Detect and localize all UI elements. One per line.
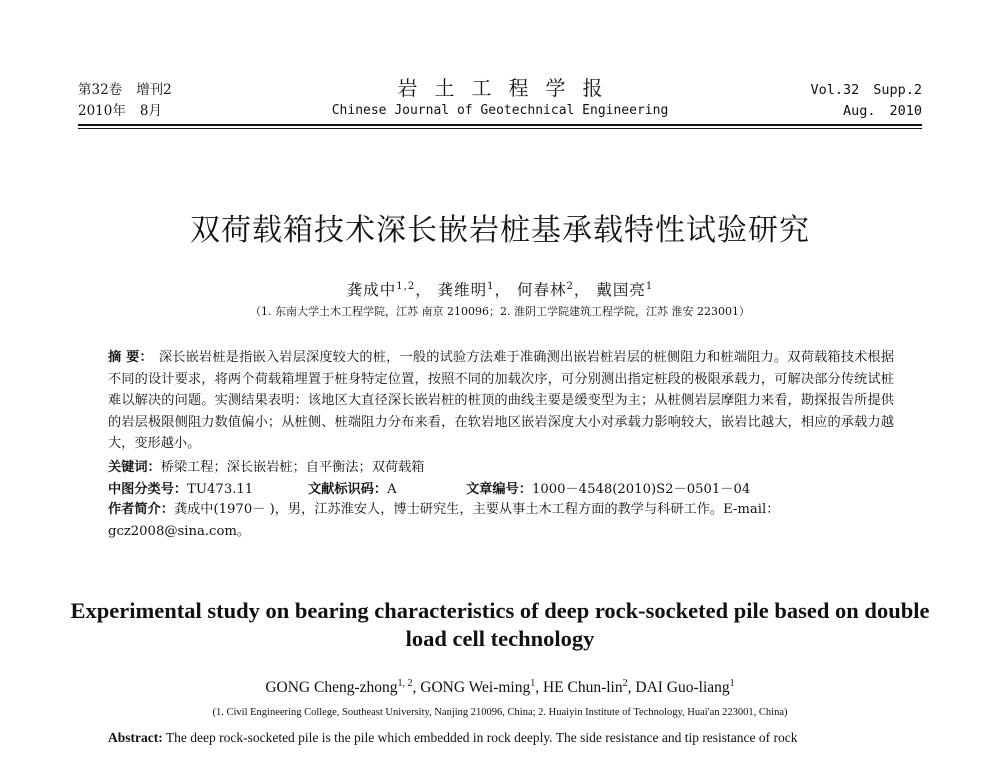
title-en: Experimental study on bearing characteristics of deep rock-socketed pile based on double load cell technology [70,598,930,651]
volume-cn: 第32卷 [78,82,123,98]
abstract-en-label: Abstract: [108,730,163,745]
supplement-en: Supp.2 [873,82,922,98]
keywords-cn [108,456,894,475]
author-sep: , [535,679,543,697]
year-en: 2010 [889,103,922,119]
header-rule-thick [78,124,922,126]
author-cn [596,281,653,299]
affiliation-en: (1. Civil Engineering College, Southeast University, Nanjing 210096, China; 2. Huaiyin Institute of Technology, Huai'an 223001, China) [212,707,788,718]
author-en [265,679,420,696]
year-cn: 2010年 [78,103,126,119]
author-name: GONG Wei-ming [420,679,531,697]
month-cn: 8月 [139,103,162,119]
abstract-en-text: The deep rock-socketed pile is the pile which embedded in rock deeply. The side resistance and tip resistance of rock [165,730,798,745]
article-label: 文章编号： [466,482,532,497]
clc-value: TU473.11 [187,482,254,497]
author-name: HE Chun-lin [542,679,623,697]
volume-en: Vol.32 [810,82,860,98]
supplement-cn: 增刊2 [136,82,172,98]
author-affil-sup: 2 [566,280,574,292]
journal-name-cn: 岩土工程学报 [397,76,620,100]
month-en: Aug. [842,103,876,119]
author-cn [517,281,590,299]
title-cn: 双荷载箱技术深长嵌岩桩基承载特性试验研究 [190,213,810,248]
author-sep: ， [494,281,512,299]
author-sep: ， [573,281,591,299]
journal-name-en: Chinese Journal of Geotechnical Engineering [331,103,669,118]
author-sep: ， [415,281,432,299]
abstract-cn-label: 摘 要： [108,350,153,365]
author-name: DAI Guo-liang [635,679,730,697]
abstract-cn [108,347,894,455]
author-bio-text: 龚成中(1970－ )，男，江苏淮安人，博士研究生，主要从事土木工程方面的教学与科研工作。E-mail：gcz2008@sina.com。 [108,502,780,539]
header-rule-thin [78,128,922,129]
clc-number [108,478,308,497]
article-number [466,478,750,497]
document-code [308,478,466,497]
authors-cn [0,278,1000,300]
keywords-cn-label: 关键词： [108,460,161,475]
affiliation-cn: （1. 东南大学土木工程学院，江苏 南京 210096；2. 淮阴工学院建筑工程学院，江苏 淮安 223001） [250,305,750,318]
keywords-cn-text: 桥梁工程；深长嵌岩桩；自平衡法；双荷载箱 [160,460,425,475]
author-name: GONG Cheng-zhong [265,679,398,697]
author-name: 龚成中 [346,281,397,299]
article-value: 1000－4548(2010)S2－0501－04 [531,482,751,497]
author-name: 戴国亮 [596,281,646,299]
abstract-en [108,730,894,746]
doc-label: 文献标识码： [308,482,388,497]
author-affil-sup: 1 [487,280,495,292]
author-affil-sup: 1 [729,678,735,689]
authors-en [0,678,1000,697]
author-name: 龚维明 [437,281,488,299]
author-bio [108,499,894,542]
author-name: 何春林 [516,281,567,299]
header-right [796,80,922,122]
author-affil-sup: 1 [530,678,536,689]
classification-line [108,478,894,497]
author-en [635,679,734,696]
header-center [78,75,922,121]
author-affil-sup: 1,2 [396,280,416,292]
author-sep: , [627,679,636,697]
author-en [420,679,543,696]
author-bio-label: 作者简介： [108,502,174,517]
doc-value: A [387,482,397,497]
author-sep: , [412,679,421,697]
author-affil-sup: 1, 2 [397,678,413,689]
author-en [543,679,635,696]
abstract-cn-text: 深长嵌岩桩是指嵌入岩层深度较大的桩，一般的试验方法难于准确测出嵌岩桩岩层的桩侧阻力和桩端阻力。双荷载箱技术根据不同的设计要求，将两个荷载箱埋置于桩身特定位置，按照不同的加载次序，可分别测出指定桩段的极限承载力，可解决部分传统试桩难以解决的问题。实测结果表明：该地区大直径深长嵌岩桩的桩顶的曲线主要是缓变型为主；从桩侧岩层摩阻力来看，勘探报告所提供的岩层极限侧阻力数值偏小；从桩侧、桩端阻力分布来看，在软岩地区嵌岩深度大小对承载力影响较大，嵌岩比越大，相应的承载力越大，变形越小。 [108,350,895,451]
journal-header [78,72,922,122]
author-affil-sup: 2 [622,678,628,689]
author-cn [438,281,511,299]
author-affil-sup: 1 [645,280,654,292]
clc-label: 中图分类号： [108,482,188,497]
author-cn [347,281,432,299]
